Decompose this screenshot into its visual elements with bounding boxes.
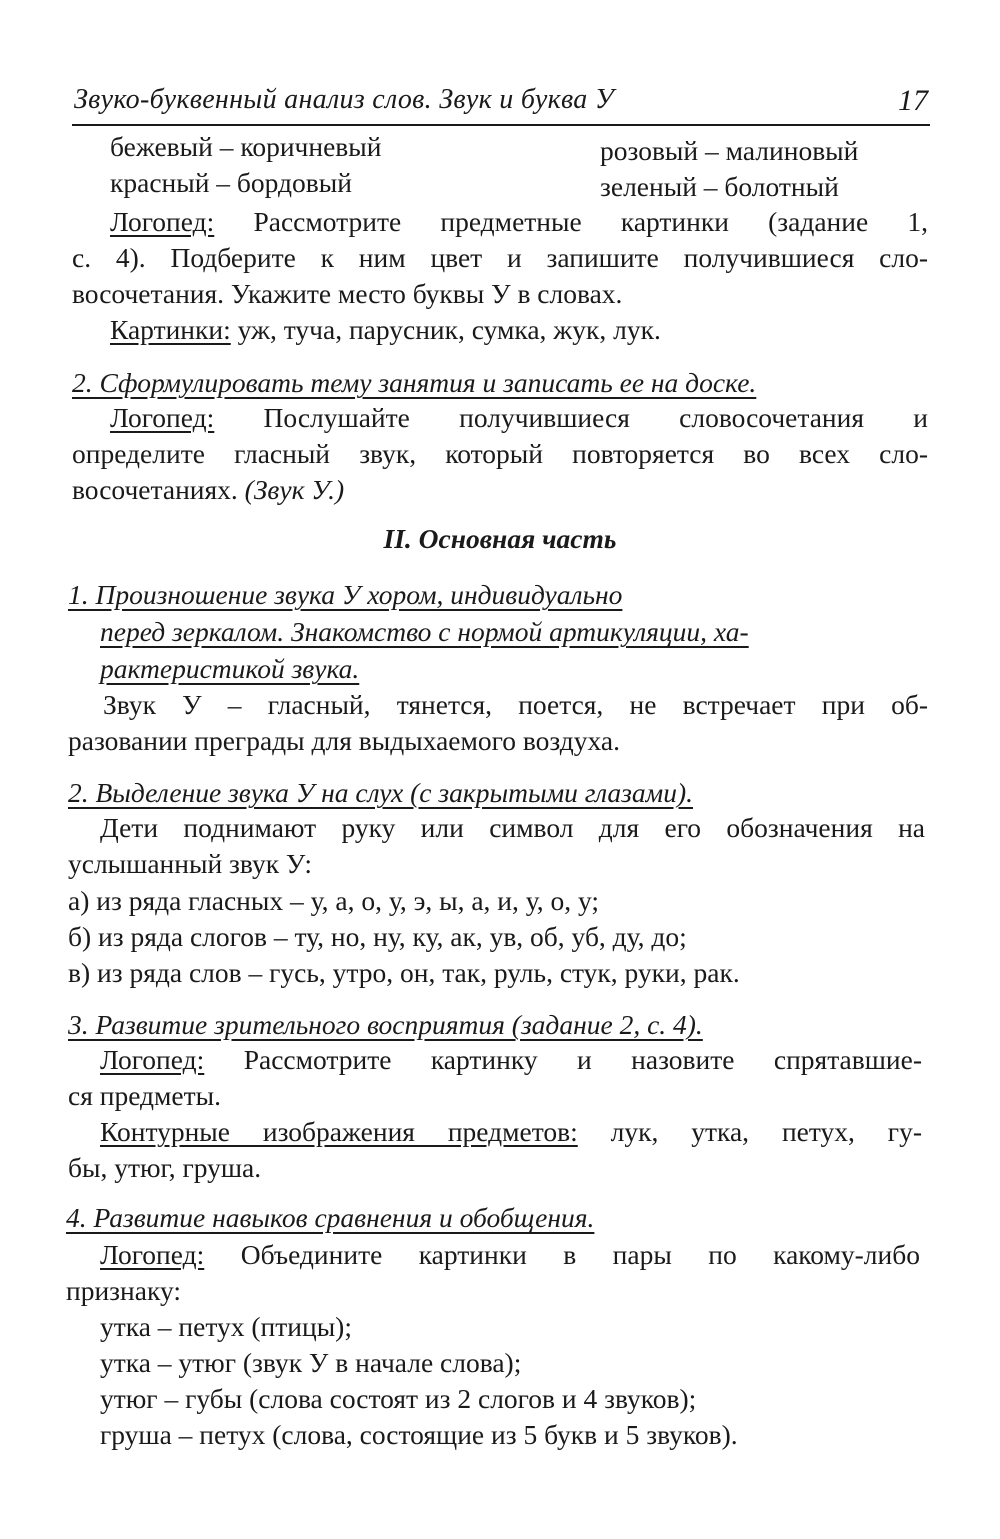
- s2-item-b: б) из ряда слогов – ту, но, ну, ку, ак, ув, об, уб, ду, до;: [68, 921, 687, 952]
- speaker-label: Логопед:: [110, 206, 215, 237]
- s3-line-2: ся предметы.: [68, 1080, 222, 1111]
- s4-pair-3: утюг – губы (слова состоят из 2 слогов и 4 звуков);: [100, 1383, 697, 1414]
- s4-line-2: признаку:: [66, 1275, 181, 1306]
- p1-line-3: восочетания. Укажите место буквы У в словах.: [72, 278, 623, 309]
- section-title: II. Основная часть: [383, 523, 617, 554]
- color-pair-left-2: красный – бордовый: [110, 167, 352, 198]
- s4-pair-1: утка – петух (птицы);: [100, 1311, 352, 1342]
- s1-line-2: разовании преграды для выдыхаемого воздуха.: [68, 725, 620, 756]
- s4-line-1-text: Объедините картинки в пары по какому-либо: [204, 1239, 920, 1270]
- s3-line-1-text: Рассмотрите картинку и назовите спрятавшие-: [204, 1044, 922, 1075]
- task2-heading: 2. Сформулировать тему занятия и записать ее на доске.: [72, 367, 757, 398]
- task2-line-3: [72, 473, 344, 507]
- p1-line-1-text: Рассмотрите предметные картинки (задание 1,: [214, 206, 928, 237]
- s2-line-2: услышанный звук У:: [68, 848, 312, 879]
- s3-line-3-text: лук, утка, петух, гу-: [577, 1116, 922, 1147]
- s2-item-c: в) из ряда слов – гусь, утро, он, так, руль, стук, руки, рак.: [68, 957, 740, 988]
- s4-heading: 4. Развитие навыков сравнения и обобщения.: [66, 1202, 595, 1233]
- s4-line-1: [100, 1238, 920, 1272]
- speaker-label: Логопед:: [100, 1239, 205, 1270]
- task2-line-2: определите гласный звук, который повторяется во всех сло-: [72, 438, 928, 469]
- pictures-list: уж, туча, парусник, сумка, жук, лук.: [230, 314, 661, 345]
- s1-heading-line-1: 1. Произношение звука У хором, индивидуально: [68, 579, 623, 610]
- s1-line-1: Звук У – гласный, тянется, поется, не встречает при об-: [103, 689, 928, 720]
- speaker-label: Логопед:: [110, 402, 215, 433]
- color-pair-right-1: розовый – малиновый: [600, 135, 859, 166]
- speaker-label: Логопед:: [100, 1044, 205, 1075]
- s3-line-4: бы, утюг, груша.: [68, 1152, 262, 1183]
- p1-line-1: [110, 205, 928, 239]
- page-header: [72, 78, 930, 126]
- s2-heading: 2. Выделение звука У на слух (с закрытыми глазами).: [68, 777, 693, 808]
- running-title: Звуко-буквенный анализ слов. Звук и буква У: [74, 84, 615, 115]
- task2-answer: (Звук У.): [244, 474, 345, 505]
- pictures-line: [110, 313, 661, 347]
- contour-label: Контурные изображения предметов:: [100, 1116, 578, 1147]
- s3-line-3: [100, 1115, 922, 1149]
- s3-line-1: [100, 1043, 922, 1077]
- task2-line-1: [110, 401, 928, 435]
- s2-item-a: а) из ряда гласных – у, а, о, у, э, ы, а, и, у, о, у;: [68, 885, 600, 916]
- s3-heading: 3. Развитие зрительного восприятия (задание 2, с. 4).: [68, 1009, 703, 1040]
- p1-line-2: с. 4). Подберите к ним цвет и запишите получившиеся сло-: [72, 242, 928, 273]
- s1-heading-line-2: перед зеркалом. Знакомство с нормой артикуляции, ха-: [100, 616, 749, 647]
- page-number: 17: [898, 84, 928, 117]
- task2-line-3-text: восочетаниях.: [72, 474, 245, 505]
- pictures-label: Картинки:: [110, 314, 231, 345]
- task2-line-1-text: Послушайте получившиеся словосочетания и: [214, 402, 928, 433]
- s4-pair-2: утка – утюг (звук У в начале слова);: [100, 1347, 522, 1378]
- s2-line-1: Дети поднимают руку или символ для его обозначения на: [100, 812, 925, 843]
- color-pair-left-1: бежевый – коричневый: [110, 131, 382, 162]
- s4-pair-4: груша – петух (слова, состоящие из 5 букв и 5 звуков).: [100, 1419, 738, 1450]
- color-pair-right-2: зеленый – болотный: [600, 171, 839, 202]
- s1-heading-line-3: рактеристикой звука.: [100, 653, 360, 684]
